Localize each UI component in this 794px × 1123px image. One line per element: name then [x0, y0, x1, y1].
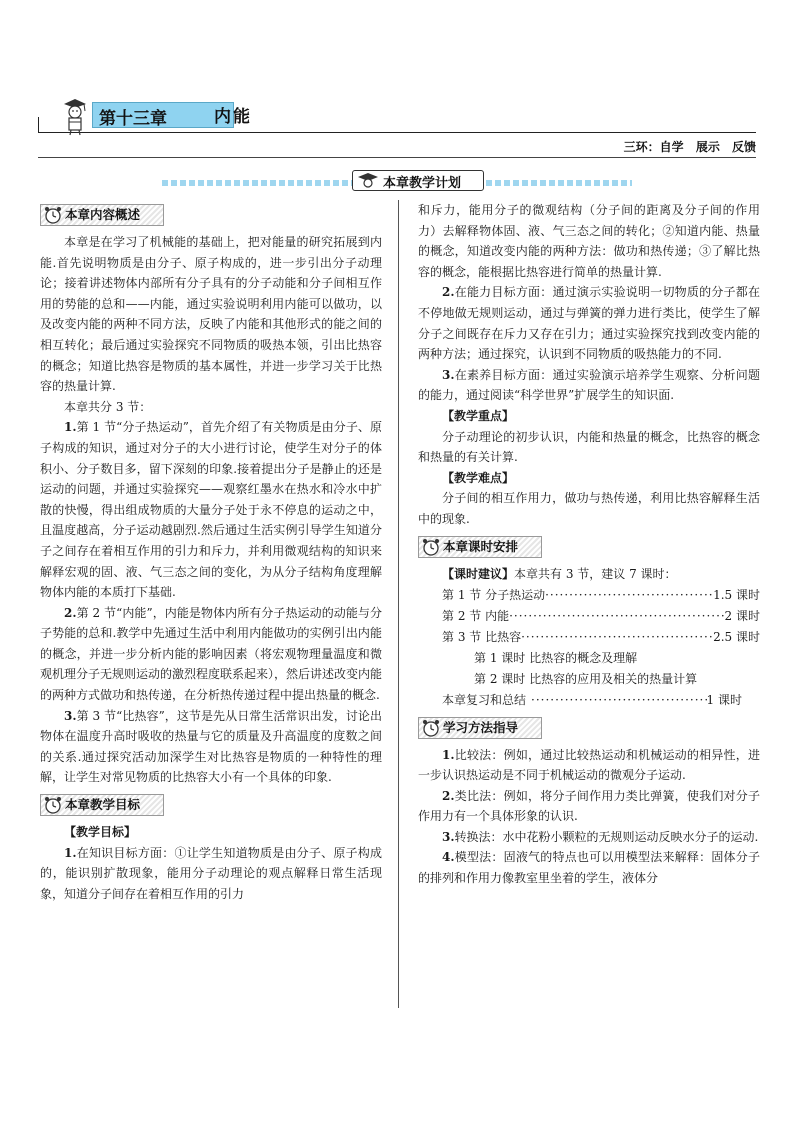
- chapter-number-box: [92, 102, 234, 128]
- paragraph: 本章共分 3 节：: [64, 399, 152, 414]
- plan-banner: [162, 170, 632, 192]
- paragraph: 2.在能力目标方面：通过演示实验说明一切物质的分子都在不停地做无规则运动，通过与弹簧的弹力进行类比，使学生了解分子之间既存在斥力又存在引力；通过实验探究找到改变内能的两种方法；通过探究，认识到不同物质的吸热能力的不同.: [418, 285, 760, 362]
- paragraph: 分子动理论的初步认识，内能和热量的概念，比热容的概念和热量的有关计算.: [418, 429, 760, 465]
- schedule-list: [418, 564, 760, 711]
- section-box: [40, 204, 164, 226]
- paragraph: 1.在知识目标方面：①让学生知道物质是由分子、原子构成的，能识别扩散现象，能用分子动理论的观点解释日常生活现象，知道分子间存在着相互作用的引力: [40, 845, 382, 901]
- graduate-icon: [357, 172, 379, 188]
- section-title: 学习方法指导: [443, 719, 519, 735]
- goals-label: 【教学目标】: [64, 825, 137, 840]
- paragraph: 和斥力，能用分子的微观结构（分子间的距离及分子间的作用力）去解释物体固、液、气三态之间的转化；②知道内能、热量的概念，知道改变内能的两种方法：做功和热传递；③了解比热容的概念，能根据比热容进行简单的热量计算.: [418, 203, 760, 279]
- clock-icon: [43, 206, 63, 224]
- column-divider: [398, 200, 399, 1008]
- subtitle-rule: [38, 157, 756, 158]
- section-overview: [40, 204, 382, 226]
- section-box: [418, 717, 542, 739]
- header-rule: [38, 132, 756, 133]
- paragraph: 3.转换法：水中花粉小颗粒的无规则运动反映水分子的运动.: [442, 829, 759, 844]
- clock-icon: [421, 719, 441, 737]
- paragraph: 3.第 3 节“比热容”，这节是先从日常生活常识出发，讨论出物体在温度升高时吸收的热量与它的质量及升高温度的度数之间的关系.通过探究活动加深学生对比热容是物质的一种特性的理解，让学生对常见物质的比热容大小有一个具体的印象.: [40, 708, 382, 785]
- schedule-row: 第 1 节 分子热运动 ····· 1.5 课时: [418, 585, 760, 606]
- chapter-header: [38, 96, 756, 138]
- paragraph: 本章是在学习了机械能的基础上，把对能量的研究拓展到内能.首先说明物质是由分子、原子构成的，进一步引出分子动理论；接着讲述物体内部所有分子具有的分子动能和分子间相互作用的势能的总和——内能，通过实验说明利用内能可以做功，以及改变内能的两种不同方法，反映了内能和其他形式的能之间的相互转化；最后通过实验探究不同物质的吸热本领，引出比热容的概念；知道比热容是物质的基本属性，并进一步学习关于比热容的热量计算.: [40, 235, 382, 394]
- schedule-row: 第 3 节 比热容 ····· 2.5 课时: [418, 627, 760, 648]
- student-mascot-icon: [60, 96, 90, 136]
- paragraph: 1.第 1 节“分子热运动”，首先介绍了有关物质是由分子、原子构成的知识，通过对分子的大小进行讨论，使学生对分子的体积小、分子数目多，留下深刻的印象.接着提出分子是静止的还是运动的问题，并通过实验探究——观察红墨水在热水和冷水中扩散的快慢，得出组成物质的大量分子处于永不停息的运动之中，且温度越高，分子运动越剧烈.然后通过生活实例引导学生知道分子之间存在着相互作用的引力和斥力，并利用微观结构的知识来解释宏观的固、液、气三态之间的变化，为从分子结构角度理解物体内能的本质打下基础.: [40, 420, 382, 600]
- schedule-sub-row: 第 2 课时 比热容的应用及相关的热量计算: [474, 671, 698, 686]
- section-schedule: [418, 536, 760, 558]
- section-methods: [418, 717, 760, 739]
- paragraph: 分子间的相互作用力，做功与热传递，利用比热容解释生活中的现象.: [418, 491, 760, 526]
- paragraph: 4.模型法：固液气的特点也可以用模型法来解释：固体分子的排列和作用力像教室里坐着的学生，液体分: [418, 850, 760, 886]
- header-tick: [38, 117, 39, 133]
- schedule-row: 本章复习和总结 ····· 1 课时: [418, 690, 760, 711]
- paragraph: 1.比较法：例如，通过比较热运动和机械运动的相异性，进一步认识热运动是不同于机械运动的微观分子运动.: [418, 747, 760, 783]
- clock-icon: [421, 538, 441, 556]
- paragraph: 3.在素养目标方面：通过实验演示培养学生观察、分析问题的能力，通过阅读“科学世界”扩展学生的知识面.: [418, 367, 760, 403]
- paragraph: 2.第 2 节“内能”，内能是物体内所有分子热运动的动能与分子势能的总和.教学中先通过生活中利用内能做功的实例引出内能的概念，并进一步分析内能的影响因素（将宏观物理量温度和微观机理分子无规则运动的激烈程度联系起来），然后讲述改变内能的两种方式做功和热传递，在分析热传递过程中提出热量的概念.: [40, 605, 383, 703]
- left-column: [40, 200, 382, 904]
- paragraph: 2.类比法：例如，将分子间作用力类比弹簧，使我们对分子作用力有一个具体形象的认识.: [418, 788, 760, 824]
- plan-title: 本章教学计划: [383, 176, 462, 191]
- three-rings-subtitle: 三环：自学 展示 反馈: [623, 140, 756, 154]
- section-box: [418, 536, 542, 558]
- section-box: [40, 794, 164, 816]
- chapter-title: 内能: [214, 107, 252, 127]
- plan-title-box: [352, 170, 484, 191]
- schedule-intro: 【课时建议】本章共有 3 节，建议 7 课时：: [442, 566, 677, 581]
- right-column: [418, 200, 760, 889]
- schedule-row: 第 2 节 内能 ····· 2 课时: [418, 606, 760, 627]
- schedule-sub-row: 第 1 课时 比热容的概念及理解: [474, 650, 638, 665]
- difficulty-label: 【教学难点】: [442, 470, 515, 485]
- section-title: 本章内容概述: [65, 207, 141, 222]
- section-title: 本章教学目标: [65, 797, 141, 813]
- section-goals: [40, 794, 382, 816]
- section-title: 本章课时安排: [443, 538, 519, 554]
- clock-icon: [43, 796, 63, 814]
- chapter-number: 第十三章: [99, 109, 167, 129]
- key-label: 【教学重点】: [442, 408, 515, 423]
